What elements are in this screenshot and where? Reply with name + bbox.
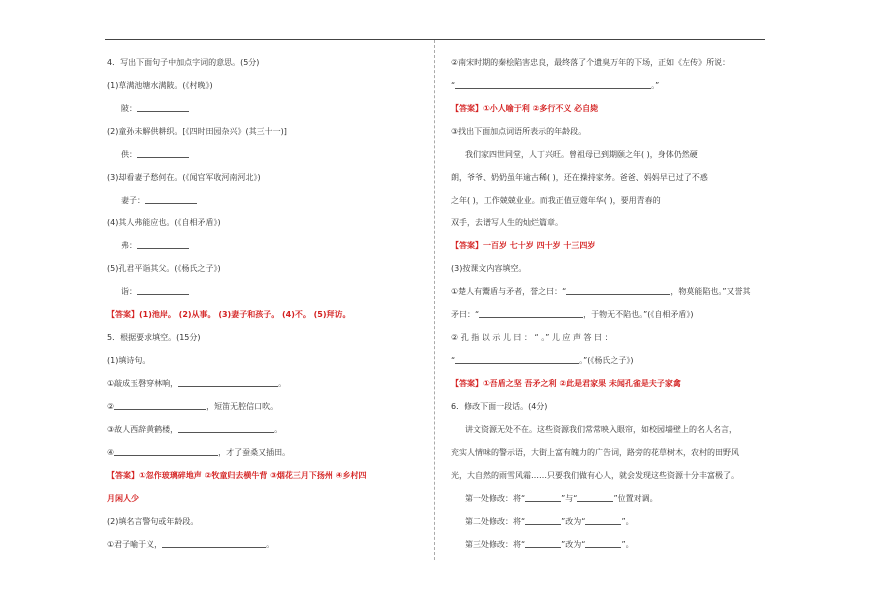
q6-passage-line-3: 光，大自然的雨雪风霜……只要我们做有心人，就会发现这些资源十分丰富极了。 (451, 471, 739, 480)
q5-2-c-question: ③找出下面加点词语所表示的年龄段。 (451, 127, 587, 136)
age-passage-line-3: 之年( )，工作兢兢业业。而我正值豆蔻年华( )，要用青春的 (451, 196, 661, 205)
q5-1-d: ④ ，才了蚕桑又插田。 (107, 448, 291, 457)
age-passage-line-2: 朗，爷爷、奶奶虽年逾古稀( )，还在操持家务。爸爸、妈妈早已过了不惑 (451, 173, 708, 182)
q5-part-2: (2)填名言警句或年龄段。 (107, 517, 199, 526)
q5-part-1: (1)填诗句。 (107, 356, 151, 365)
q5-2-b-blank: “ 。” (451, 81, 660, 90)
q5-3-b: ② 孔 指 以 示 儿 曰 ： “ 。” 儿 应 声 答 曰 ： (451, 333, 613, 342)
q4-item-4: (4)其人弗能应也。(《自相矛盾》) (107, 218, 221, 227)
q5-1-answer: 【答案】①忽作玻璃碎地声 ②牧童归去横牛背 ③烟花三月下扬州 ④乡村四 (107, 471, 367, 480)
age-answer: 【答案】一百岁 七十岁 四十岁 十三四岁 (451, 241, 596, 250)
q4-answer-line-1: 陂： (121, 103, 189, 114)
q6-passage-line-2: 充实人情味的警示语，大街上富有魄力的广告词，路旁的花草树木，农村的田野风 (451, 448, 739, 457)
q4-answer-line-4: 弗： (121, 240, 189, 251)
q4-answer-line-3: 妻子： (121, 195, 197, 206)
q5-1-a: ①敲成玉磬穿林响， 。 (107, 379, 287, 388)
q6-title: 6．修改下面一段话。(4分) (451, 402, 548, 411)
q4-item-2: (2)童孙未解供耕织。[《四时田园杂兴》(其三十一)] (107, 127, 287, 136)
age-passage-line-4: 双手，去谱写人生的灿烂篇章。 (451, 218, 563, 227)
q5-part-3: (3)按课文内容填空。 (451, 264, 527, 273)
right-column (451, 0, 771, 615)
q5-1-b: ② ，短笛无腔信口吹。 (107, 402, 279, 411)
q5-2-a: ①君子喻于义， 。 (107, 540, 275, 549)
q5-3-a: ①楚人有鬻盾与矛者，誉之曰：“ ，物莫能陷也。”又誉其 (451, 287, 751, 296)
q4-item-1: (1)草满池塘水满陂。(《村晚》) (107, 81, 213, 90)
q4-answer-line-5: 诣： (121, 286, 189, 297)
q5-3-a-cont: 矛曰：“ ，于物无不陷也。”(《自相矛盾》) (451, 310, 694, 319)
q5-3-answer: 【答案】①吾盾之坚 吾矛之利 ②此是君家果 未闻孔雀是夫子家禽 (451, 379, 681, 388)
q4-title: 4．写出下面句子中加点字词的意思。(5分) (107, 58, 260, 67)
age-passage-line-1: 我们家四世同堂，人丁兴旺。曾祖母已到期颐之年( )，身体仍然硬 (465, 150, 698, 159)
q5-1-c: ③故人西辞黄鹤楼， 。 (107, 425, 283, 434)
q4-answer: 【答案】(1)池岸。 (2)从事。 (3)妻子和孩子。 (4)不。 (5)拜访。 (107, 310, 351, 319)
q6-edit-1: 第一处修改：将“ ”与“ ”位置对调。 (465, 494, 658, 503)
q5-2-b-question: ②南宋时期的秦桧陷害忠良，最终落了个遗臭万年的下场，正如《左传》所说： (451, 58, 731, 67)
q6-passage-line-1: 讲文资源无处不在。这些资源我们常常映入眼帘，如校园墙壁上的名人名言， (465, 425, 737, 434)
q5-1-answer-cont: 月闲人少 (107, 494, 139, 503)
q5-3-b-cont: “ 。”(《杨氏之子》) (451, 356, 634, 365)
q5-title: 5．根据要求填空。(15分) (107, 333, 201, 342)
column-divider (434, 40, 435, 560)
left-column (107, 0, 427, 615)
q5-2-answer: 【答案】①小人喻于利 ②多行不义 必自毙 (451, 104, 599, 113)
q6-edit-2: 第二处修改：将“ ”改为“ ”。 (465, 517, 634, 526)
q4-item-5: (5)孔君平诣其父。(《杨氏之子》) (107, 264, 221, 273)
q4-answer-line-2: 供： (121, 149, 189, 160)
q4-item-3: (3)却看妻子愁何在。(《闻官军收河南河北》) (107, 173, 261, 182)
q6-edit-3: 第三处修改：将“ ”改为“ ”。 (465, 540, 634, 549)
